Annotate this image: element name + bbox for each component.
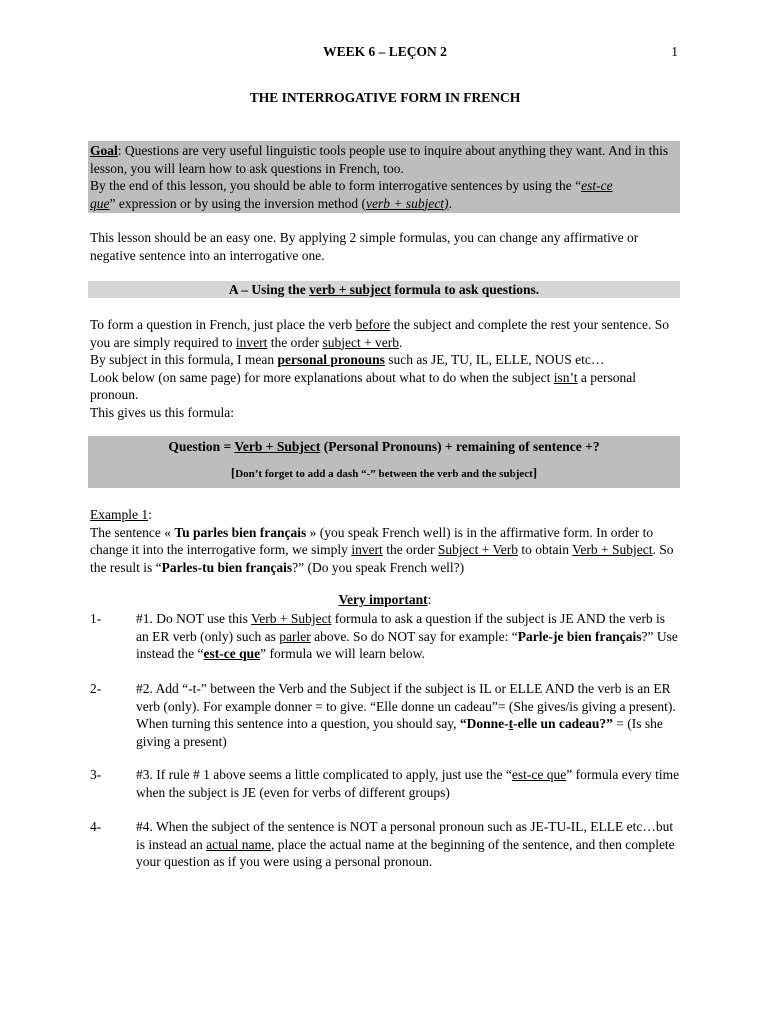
example-text-1: The sentence « (90, 524, 175, 540)
rule-4-text-a: #4. When the subject of the sentence is NOT a personal pronoun such as JE-TU-IL, ELLE etc…but is instead an (136, 819, 674, 852)
example-1-label: Example 1 (90, 507, 149, 522)
example-text-3: the order (382, 542, 438, 557)
isnt-text: isn’t (553, 369, 578, 385)
example-subject-verb: Subject + Verb (437, 542, 519, 557)
rule-1-text-e: ” formula we will learn below. (260, 646, 425, 661)
rule-1-underline-2: parler (279, 628, 311, 644)
list-number: 3- (90, 767, 102, 782)
para2-text-8: a personal pronoun. (90, 369, 636, 402)
intro-paragraph: This lesson should be an easy one. By applying 2 simple formulas, you can change any affirmative or negative sentence into an interrogative one. (90, 230, 639, 263)
personal-pronouns-text: personal pronouns (277, 352, 385, 367)
rule-1-bold-2: est-ce que (203, 646, 261, 661)
formula-verb-subject: Verb + Subject (234, 439, 321, 454)
rule-3-text-b: ” formula every time when the subject is JE (even for verbs of different groups) (136, 767, 680, 800)
page-number: 1 (671, 44, 678, 59)
rule-4-text-b: , place the actual name at the beginning of the sentence, and then complete your question as if you were using a personal pronoun. (136, 836, 675, 869)
rule-4-underline-1: actual name (206, 836, 271, 852)
list-item (90, 610, 680, 663)
rule-2-text-a: #2. Add “-t-” between the Verb and the Subject if the subject is IL or ELLE AND the verb is an ER verb (only). For example donner = to give. “Elle donne un cadeau”= (She gives/is giving a present). When turning this sentence into a question, you should say, (136, 681, 676, 731)
example-1 (90, 506, 680, 576)
rule-1-bold-1: Parle-je bien français (517, 628, 642, 644)
formula-question: Question = (168, 439, 235, 454)
list-item-text (136, 818, 680, 871)
rule-3-underline-1: est-ce que (511, 767, 567, 782)
para2-text-2: the subject and complete the rest your sentence. So you are simply required to (90, 317, 670, 350)
para2-text-6: such as JE, TU, IL, ELLE, NOUS etc… (384, 352, 605, 367)
est-ce-text: est-ce (581, 178, 613, 193)
very-important-label: Very important (338, 592, 428, 607)
note-close-bracket: ] (532, 465, 538, 480)
list-number: 1- (90, 611, 102, 626)
subject-verb-text: subject + verb (322, 334, 400, 350)
rule-1-text-b: formula to ask a question if the subject is JE AND the verb is an ER verb (only) such as (136, 611, 666, 644)
formula-rest: (Personal Pronouns) + remaining of sentence +? (320, 439, 600, 454)
section-a-post: formula to ask questions. (391, 282, 540, 297)
header-title: WEEK 6 – LEÇON 2 (323, 44, 447, 59)
para2-text-9: This gives us this formula: (90, 404, 234, 420)
que-text: que (90, 195, 110, 211)
formula-box (88, 436, 680, 488)
para2-text-7: Look below (on same page) for more explanations about what to do when the subject (90, 369, 554, 385)
list-number: 4- (90, 819, 102, 834)
para2-text-4: . (399, 334, 403, 350)
section-a-paragraph (90, 316, 680, 421)
formula-note (88, 465, 680, 481)
goal-text-1: : Questions are very useful linguistic tools people use to inquire about anything they want. And in this lesson, you will learn how to ask questions in French, too. (90, 143, 669, 176)
goal-box (88, 141, 680, 213)
rule-1-text-d: ?” Use instead the “ (136, 628, 678, 661)
list-item-text (136, 680, 680, 750)
section-a-pre: A – Using the (228, 282, 310, 297)
section-a-verb-subject: verb + subject (309, 282, 392, 297)
note-open-bracket: [ (230, 465, 236, 480)
rule-2-text-b: = (Is she giving a present) (136, 716, 663, 749)
list-item-text (136, 610, 680, 663)
note-text: Don’t forget to add a dash “-” between the verb and the subject (235, 468, 533, 480)
rule-1-text-c: above. So do NOT say for example: “ (310, 628, 518, 644)
example-text-4: to obtain (518, 542, 573, 557)
goal-label: Goal (90, 143, 118, 158)
list-item (90, 818, 680, 871)
goal-text-4: . (448, 195, 452, 211)
very-important-heading (90, 592, 680, 608)
before-text: before (355, 317, 391, 332)
para2-text-3: the order (267, 334, 323, 350)
rule-1-text-a: #1. Do NOT use this (136, 611, 252, 626)
document-title: THE INTERROGATIVE FORM IN FRENCH (249, 90, 521, 105)
list-item (90, 680, 680, 750)
example-text-2: » (you speak French well) is in the affirmative form. In order to change it into the interrogative form, we simply (90, 524, 654, 557)
rule-2-bold-underline: t (508, 716, 514, 731)
example-invert: invert (351, 542, 383, 557)
example-text-5: . So the result is “ (90, 542, 674, 575)
para2-text-5: By subject in this formula, I mean (90, 352, 278, 367)
example-1-colon: : (148, 507, 152, 522)
example-bold-2: Parles-tu bien français (161, 559, 293, 575)
example-text-6: ?” (Do you speak French well?) (292, 559, 465, 575)
rule-1-underline-1: Verb + Subject (251, 611, 332, 626)
para2-text-1: To form a question in French, just place the verb (90, 317, 356, 332)
very-important-colon: : (427, 592, 432, 607)
invert-text: invert (235, 334, 268, 350)
rule-3-text-a: #3. If rule # 1 above seems a little complicated to apply, just use the “ (136, 767, 512, 782)
list-number: 2- (90, 681, 102, 696)
page-header (90, 44, 680, 64)
list-item (90, 766, 680, 801)
inversion-text: verb + subject) (365, 195, 449, 211)
goal-text-3: ” expression or by using the inversion method ( (109, 195, 366, 211)
example-bold-1: Tu parles bien français (174, 524, 307, 540)
goal-text-2: By the end of this lesson, you should be able to form interrogative sentences by using the “ (90, 178, 582, 193)
list-item-text (136, 766, 680, 801)
example-verb-subject: Verb + Subject (572, 542, 653, 557)
formula-line (88, 436, 680, 456)
rule-2-bold-2: -elle un cadeau?” (513, 716, 613, 731)
rule-2-bold-1: “Donne- (459, 716, 509, 731)
section-a-heading (88, 281, 680, 298)
